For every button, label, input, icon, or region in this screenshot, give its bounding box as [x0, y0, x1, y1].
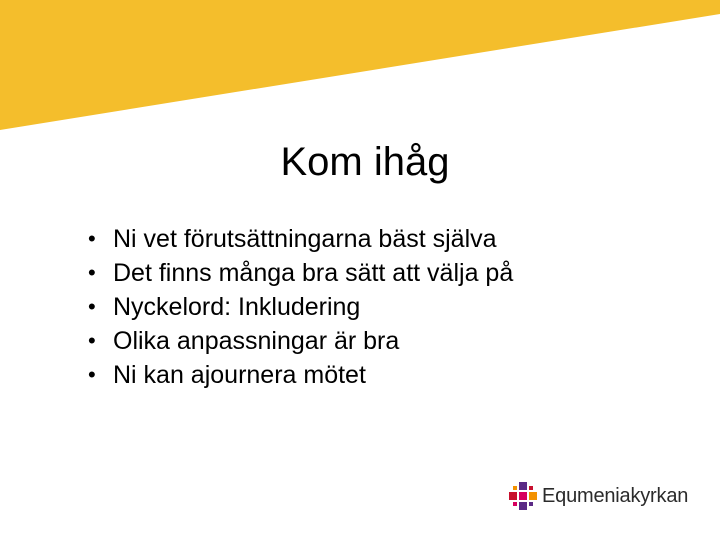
bullet-item [88, 290, 513, 324]
bullet-icon: • [88, 294, 96, 319]
bullet-item [88, 324, 513, 358]
bullet-text: Nyckelord: Inkludering [113, 293, 361, 321]
cross-mosaic-icon [509, 482, 537, 510]
bullet-icon: • [88, 226, 96, 251]
logo-text: Equmeniakyrkan [542, 485, 689, 507]
bullet-icon: • [88, 328, 96, 353]
bullet-text: Det finns många bra sätt att välja på [113, 259, 514, 287]
bullet-icon: • [88, 260, 96, 285]
bullet-text: Ni kan ajournera mötet [113, 361, 366, 389]
bullet-list [88, 222, 513, 392]
yellow-banner [0, 0, 720, 135]
bullet-text: Ni vet förutsättningarna bäst själva [113, 225, 497, 253]
bullet-item [88, 222, 513, 256]
slide-title: Kom ihåg [280, 140, 450, 184]
bullet-item [88, 256, 513, 290]
bullet-text: Olika anpassningar är bra [113, 327, 400, 355]
bullet-icon: • [88, 362, 96, 387]
bullet-item [88, 358, 513, 392]
equmeniakyrkan-logo [509, 481, 688, 511]
